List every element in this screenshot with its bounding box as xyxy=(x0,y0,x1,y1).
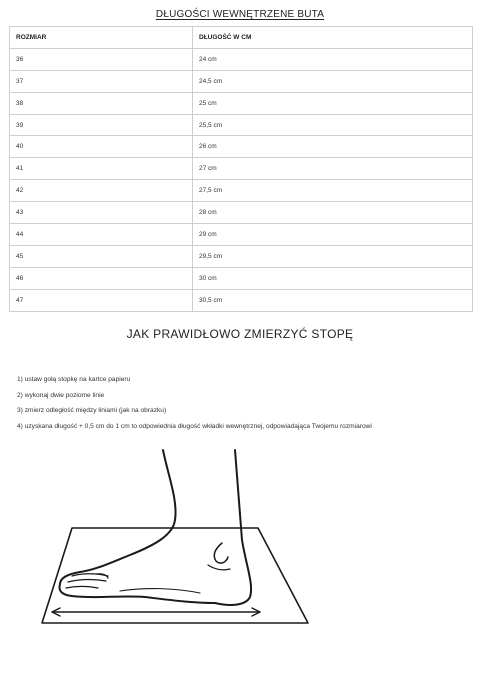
table-row xyxy=(10,92,473,114)
table-row xyxy=(10,70,473,92)
length-cell: 24,5 cm xyxy=(193,70,473,92)
size-cell: 46 xyxy=(10,267,193,289)
size-cell: 44 xyxy=(10,224,193,246)
size-table-title: DŁUGOŚCI WEWNĘTRZENE BUTA xyxy=(155,9,325,20)
size-cell: 45 xyxy=(10,245,193,267)
leg-front-line xyxy=(60,450,176,584)
size-cell: 47 xyxy=(10,289,193,311)
list-item: 1) ustaw gołą stopkę na kartce papieru xyxy=(17,376,131,383)
ankle-line xyxy=(208,565,230,570)
table-header-row xyxy=(10,27,473,49)
measuring-steps-list xyxy=(17,372,372,434)
length-cell: 30,5 cm xyxy=(193,289,473,311)
table-row xyxy=(10,202,473,224)
paper-sheet xyxy=(42,528,308,623)
length-cell: 27,5 cm xyxy=(193,180,473,202)
toe-line xyxy=(68,580,106,582)
size-column-header: ROZMIAR xyxy=(10,27,193,49)
table-row xyxy=(10,136,473,158)
size-cell: 36 xyxy=(10,48,193,70)
measuring-guide-title: JAK PRAWIDŁOWO ZMIERZYĆ STOPĘ xyxy=(126,327,354,341)
length-cell: 28 cm xyxy=(193,202,473,224)
table-row xyxy=(10,289,473,311)
length-cell: 27 cm xyxy=(193,158,473,180)
size-cell: 37 xyxy=(10,70,193,92)
toe-line xyxy=(66,587,98,589)
size-cell: 40 xyxy=(10,136,193,158)
size-cell: 39 xyxy=(10,114,193,136)
table-row xyxy=(10,158,473,180)
table-row xyxy=(10,245,473,267)
list-item: 2) wykonaj dwie poziome linie xyxy=(17,391,105,399)
length-cell: 25,5 cm xyxy=(193,114,473,136)
table-row xyxy=(10,48,473,70)
size-cell: 38 xyxy=(10,92,193,114)
size-cell: 43 xyxy=(10,202,193,224)
arch-line xyxy=(120,589,200,593)
size-cell: 42 xyxy=(10,180,193,202)
list-item: 3) zmierz odległość między liniami (jak na obrazku) xyxy=(17,407,167,414)
length-cell: 25 cm xyxy=(193,92,473,114)
toe-nail xyxy=(96,574,108,578)
length-cell: 26 cm xyxy=(193,136,473,158)
table-row xyxy=(10,114,473,136)
table-row xyxy=(10,224,473,246)
length-cell: 24 cm xyxy=(193,48,473,70)
ankle-line xyxy=(214,543,228,563)
size-cell: 41 xyxy=(10,158,193,180)
length-cell: 29,5 cm xyxy=(193,245,473,267)
table-row xyxy=(10,180,473,202)
length-cell: 30 cm xyxy=(193,267,473,289)
foot-measurement-icon xyxy=(10,445,335,685)
list-item: 4) uzyskana długość + 0,5 cm do 1 cm to odpowiednia długość wkładki wewnętrznej, odpowiadająca Twojemu rozmiarowi xyxy=(17,422,372,430)
size-table xyxy=(9,26,473,312)
length-cell: 29 cm xyxy=(193,224,473,246)
table-row xyxy=(10,267,473,289)
length-column-header: DŁUGOŚĆ W CM xyxy=(193,27,473,49)
